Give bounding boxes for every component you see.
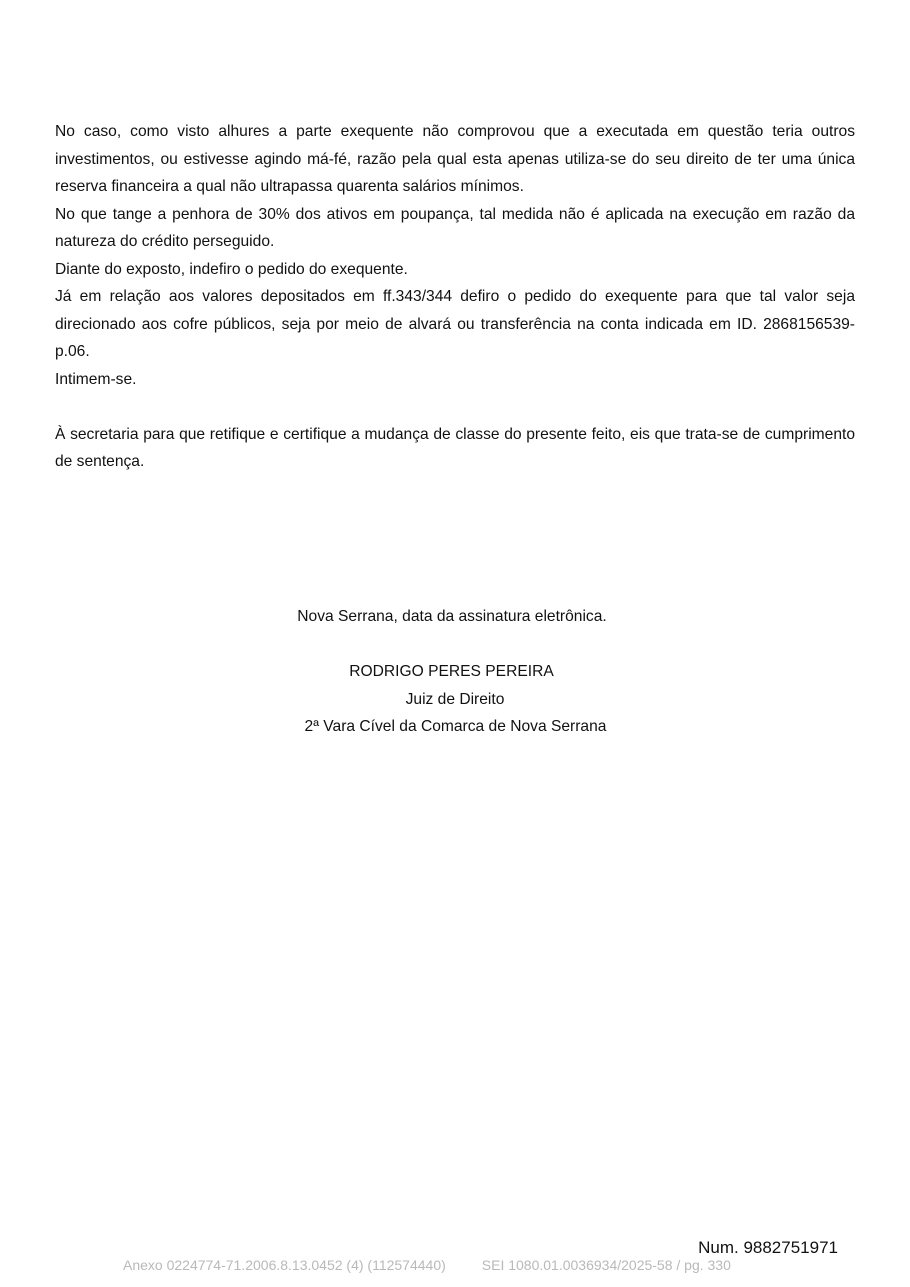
judge-role: Juiz de Direito [405,690,505,708]
judge-name: RODRIGO PERES PEREIRA [349,663,554,680]
sei-reference: SEI 1080.01.0036934/2025-58 / pg. 330 [481,1257,731,1273]
paragraph-secretariat: À secretaria para que retifique e certifique a mudança de classe do presente feito, eis que trata-se de cumprimento de sentença. [55,425,855,470]
paragraph-denial: Diante do exposto, indefiro o pedido do exequente. [55,260,408,278]
document-number: Num. 9882751971 [698,1238,838,1257]
annex-reference: Anexo 0224774-71.2006.8.13.0452 (4) (112574440) [123,1257,446,1273]
paragraph-summons: Intimem-se. [55,370,137,388]
paragraph-savings-garnishment: No que tange a penhora de 30% dos ativos em poupança, tal medida não é aplicada na execução em razão da natureza do crédito perseguido. [55,205,855,250]
decision-body [55,118,855,476]
court-name: 2ª Vara Cível da Comarca de Nova Serrana [304,718,607,735]
paragraph-investments: No caso, como visto alhures a parte exequente não comprovou que a executada em questão teria outros investimentos, ou estivesse agindo má-fé, razão pela qual esta apenas utiliza-se do seu direito de ter uma única reserva financeira a qual não ultrapassa quarenta salários mínimos. [55,123,855,195]
footer-stamp [123,1257,731,1273]
signature-block [0,603,910,741]
paragraph-deposits: Já em relação aos valores depositados em ff.343/344 defiro o pedido do exequente para que tal valor seja direcionado aos cofre públicos, seja por meio de alvará ou transferência na conta indicada em ID. 2868156539-p.06. [55,288,855,360]
place-and-date: Nova Serrana, data da assinatura eletrônica. [297,608,607,625]
